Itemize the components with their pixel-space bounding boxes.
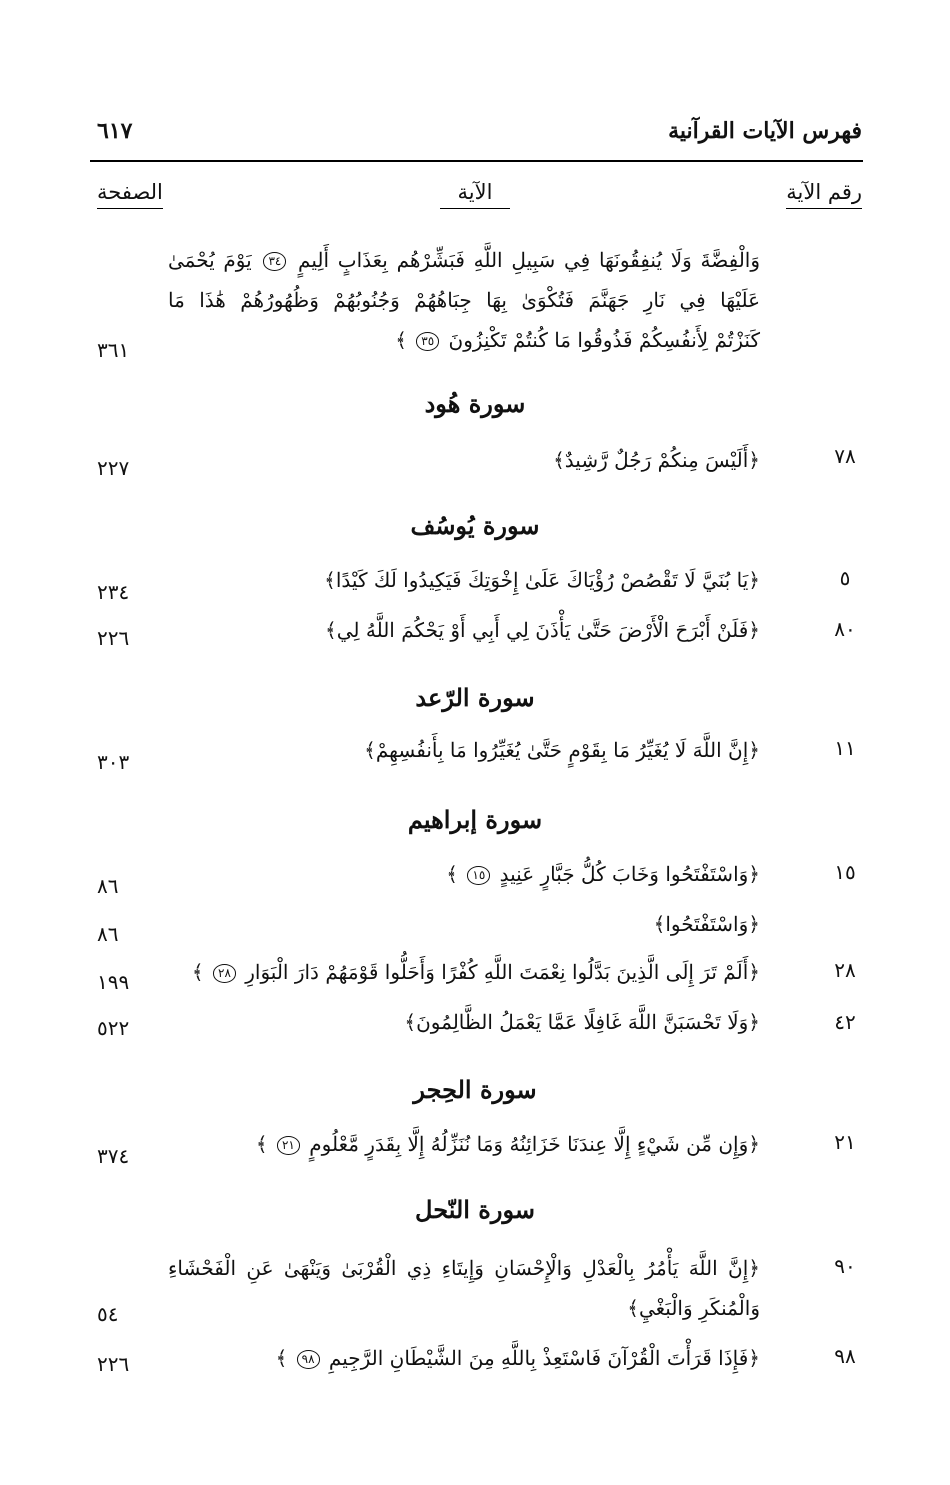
ayah-text: ﴿فَإِذَا قَرَأْتَ الْقُرْآنَ فَاسْتَعِذْ بِاللَّهِ مِنَ الشَّيْطَانِ الرَّجِيمِ ٩٨ ﴾ <box>275 1346 760 1370</box>
ayah-number: ١١ <box>834 736 856 760</box>
continuation-line-2: عَلَيْهَا فِي نَارِ جَهَنَّمَ فَتُكْوَىٰ بِهَا جِبَاهُهُمْ وَجُنُوبُهُمْ وَظُهُورُهُمْ هَٰذَا مَا <box>168 288 761 312</box>
column-header-ayah: الآية <box>440 180 510 209</box>
header-rule <box>90 160 863 162</box>
ayah-text: ﴿وَإِن مِّن شَيْءٍ إِلَّا عِندَنَا خَزَائِنُهُ وَمَا نُنَزِّلُهُ إِلَّا بِقَدَرٍ مَّعْلُومٍ ٢١ ﴾ <box>255 1132 760 1156</box>
surah-title: سورة يُوسُف <box>410 511 540 540</box>
page-ref: ٣٠٣ <box>97 750 130 774</box>
page-ref: ٨٦ <box>97 922 119 946</box>
page-ref: ١٩٩ <box>97 970 130 994</box>
ayah-text: ﴿وَلَا تَحْسَبَنَّ اللَّهَ غَافِلًا عَمَّا يَعْمَلُ الظَّالِمُونَ﴾ <box>404 1010 760 1034</box>
page-number: ٦١٧ <box>97 118 133 144</box>
column-header-number: رقم الآية <box>786 180 862 209</box>
page-ref: ٥٤ <box>97 1302 119 1326</box>
column-header-page: الصفحة <box>97 180 163 209</box>
running-title: فهرس الآيات القرآنية <box>668 118 862 144</box>
ayah-text: ﴿أَلَمْ تَرَ إِلَى الَّذِينَ بَدَّلُوا نِعْمَتَ اللَّهِ كُفْرًا وَأَحَلُّوا قَوْمَهُمْ دَارَ الْبَوَارِ ٢٨ ﴾ <box>191 960 760 984</box>
page-ref: ٢٣٤ <box>97 580 130 604</box>
ayah-text-continued: وَالْمُنكَرِ وَالْبَغْيِ﴾ <box>627 1296 760 1320</box>
ayah-number: ٢١ <box>834 1130 856 1154</box>
ayah-number: ٩٨ <box>834 1344 856 1368</box>
surah-title: سورة الحِجر <box>413 1075 537 1104</box>
continuation-line-1: وَالْفِضَّةَ وَلَا يُنفِقُونَهَا فِي سَبِيلِ اللَّهِ فَبَشِّرْهُم بِعَذَابٍ أَلِيمٍ ٣٤ يَوْمَ يُحْمَىٰ <box>168 248 760 272</box>
ayah-end-marker: ٣٥ <box>416 332 439 350</box>
ayah-end-marker: ٢١ <box>277 1136 300 1154</box>
surah-title: سورة الرّعد <box>415 683 535 712</box>
ayah-text: ﴿وَاسْتَفْتَحُوا وَخَابَ كُلُّ جَبَّارٍ عَنِيدٍ ١٥ ﴾ <box>446 862 760 886</box>
page-ref: ٢٢٧ <box>97 456 130 480</box>
surah-title: سورة هُود <box>424 389 526 418</box>
ayah-text: ﴿يَا بُنَيَّ لَا تَقْصُصْ رُؤْيَاكَ عَلَىٰ إِخْوَتِكَ فَيَكِيدُوا لَكَ كَيْدًا﴾ <box>324 568 760 592</box>
surah-title: سورة إبراهيم <box>407 805 543 834</box>
ayah-number: ٨٠ <box>834 617 856 641</box>
page-ref: ٣٦١ <box>97 338 130 362</box>
ayah-text: ﴿فَلَنْ أَبْرَحَ الْأَرْضَ حَتَّىٰ يَأْذَنَ لِي أَبِي أَوْ يَحْكُمَ اللَّهُ لِي﴾ <box>325 618 760 642</box>
page-ref: ٥٢٢ <box>97 1016 130 1040</box>
ayah-text: ﴿إِنَّ اللَّهَ يَأْمُرُ بِالْعَدْلِ وَالْإِحْسَانِ وَإِيتَاءِ ذِي الْقُرْبَىٰ وَيَنْهَىٰ عَنِ الْفَحْشَاءِ <box>168 1256 760 1280</box>
ayah-number: ٤٢ <box>834 1010 856 1034</box>
page-ref: ٣٧٤ <box>97 1144 130 1168</box>
ayah-number: ٥ <box>839 566 851 590</box>
ayah-text: ﴿أَلَيْسَ مِنكُمْ رَجُلٌ رَّشِيدٌ﴾ <box>553 448 760 472</box>
ayah-end-marker: ٢٨ <box>213 964 236 982</box>
ayah-end-marker: ١٥ <box>467 866 490 884</box>
ayah-number: ٢٨ <box>834 958 856 982</box>
page-ref: ٢٢٦ <box>97 626 130 650</box>
page-ref: ٢٢٦ <box>97 1352 130 1376</box>
ayah-number: ٧٨ <box>834 444 856 468</box>
surah-title: سورة النّحل <box>415 1195 535 1224</box>
ayah-text: ﴿إِنَّ اللَّهَ لَا يُغَيِّرُ مَا بِقَوْمٍ حَتَّىٰ يُغَيِّرُوا مَا بِأَنفُسِهِمْ﴾ <box>364 738 760 762</box>
ayah-text: ﴿وَاسْتَفْتَحُوا﴾ <box>653 912 760 936</box>
ayah-end-marker: ٩٨ <box>297 1350 320 1368</box>
ayah-number: ١٥ <box>834 860 856 884</box>
ayah-end-marker: ٣٤ <box>263 252 286 270</box>
page-ref: ٨٦ <box>97 874 119 898</box>
ayah-number: ٩٠ <box>834 1254 856 1278</box>
continuation-line-3: كَنَزْتُمْ لِأَنفُسِكُمْ فَذُوقُوا مَا كُنتُمْ تَكْنِزُونَ ٣٥ ﴾ <box>395 328 760 352</box>
